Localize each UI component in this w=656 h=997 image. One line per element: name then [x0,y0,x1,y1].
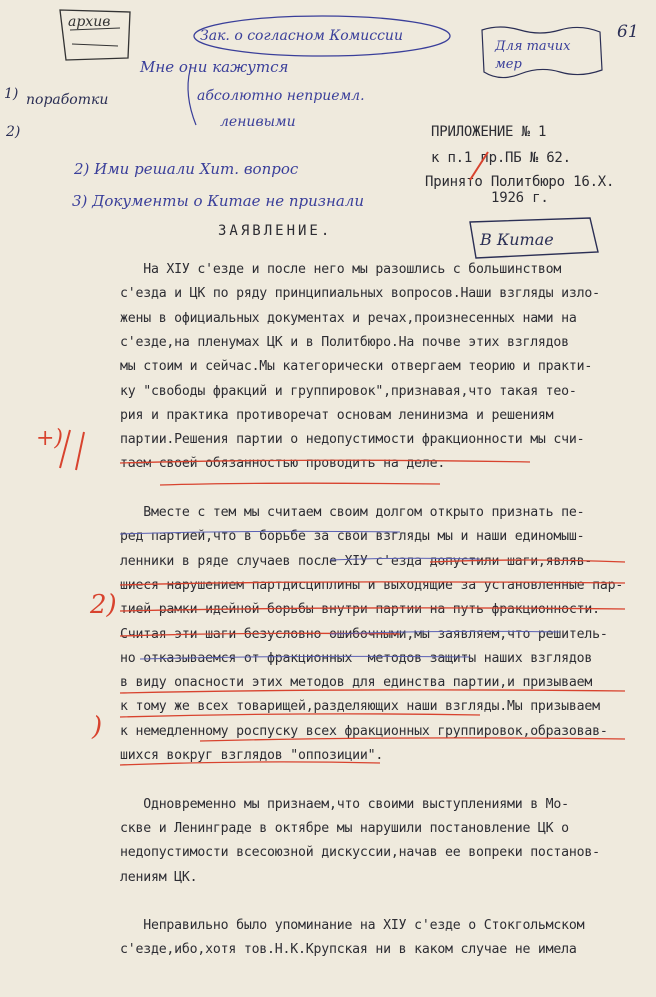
body-line: Одновременно мы признаем,что своими выступлениями в Мо- [120,797,569,812]
left-note-2: абсолютно неприемл. [197,88,365,104]
body-line: партии.Решения партии о недопустимости фракционности мы счи- [120,432,585,447]
left-note-1: Мне они кажутся [140,58,289,76]
body-line: с'езде,на пленумах ЦК и в Политбюро.На почве этих взглядов [120,335,569,350]
page-number: 61 [617,22,639,42]
header-line-1: ПРИЛОЖЕНИЕ № 1 [431,124,547,140]
body-line: лениям ЦК. [120,870,198,885]
red-mark-1: +) [36,426,64,451]
body-line: недопустимости всесоюзной дискуссии,начав ее вопреки постанов- [120,845,600,860]
body-line: ред партией,что в борьбе за свои взгляды мы и наши единомыш- [120,529,585,544]
top-right-note: Для тачих мер [495,39,571,72]
left-margin-word: поработки [26,92,109,108]
body-line: мы стоим и сейчас.Мы категорически отвергаем теорию и практи- [120,359,593,374]
body-line: скве и Ленинграде в октябре мы нарушили постановление ЦК о [120,821,569,836]
left-margin-number-1: 1) [4,86,19,102]
red-mark-3: ) [92,712,103,742]
body-line: жены в официальных документах и речах,произнесенных нами на [120,311,577,326]
body-line: к тому же всех товарищей,разделяющих наши взгляды.Мы призываем [120,699,600,714]
body-line: Вместе с тем мы считаем своим долгом открыто признать пе- [120,505,585,520]
left-note-3: ленивыми [220,114,296,130]
left-margin-number-2: 2) [6,124,21,140]
body-line: шиеся нарушением партдисциплины и выходящие за установленные пар- [120,578,624,593]
note-2: 2) Ими решали Хит. вопрос [74,160,299,178]
top-center-note: Зак. о согласном Комиссии [200,28,403,44]
document-title: ЗАЯВЛЕНИЕ. [218,223,333,239]
body-line: но отказываемся от фракционных методов защиты наших взглядов [120,651,593,666]
note-3: 3) Документы о Китае не признали [72,192,364,210]
body-line: На ХIУ с'езде и после него мы разошлись с большинством [120,262,562,277]
body-line: рия и практика противоречат основам ленинизма и решениям [120,408,554,423]
body-line: шихся вокруг взглядов "оппозиции". [120,748,384,763]
body-line: в виду опасности этих методов для единства партии,и призываем [120,675,593,690]
body-line: ку "свободы фракций и группировок",признавая,что такая тео- [120,384,577,399]
body-line: к немедленному роспуску всех фракционных группировок,образовав- [120,724,608,739]
body-line: с'езда и ЦК по ряду принципиальных вопросов.Наши взгляды изло- [120,286,600,301]
header-line-4: 1926 г. [491,190,549,206]
red-mark-2: 2) [90,590,117,620]
body-line: с'езде,ибо,хотя тов.Н.К.Крупская ни в каком случае не имела [120,942,577,957]
body-line: таем своей обязанностью проводить на деле. [120,456,446,471]
body-line: тией рамки идейной борьбы внутри партии на путь фракционности. [120,602,600,617]
body-line: Считая эти шаги безусловно ошибочными,мы заявляем,что решитель- [120,627,608,642]
boxed-note: В Китае [480,230,554,249]
body-line: Неправильно было упоминание на ХIУ с'езде о Стокгольмском [120,918,585,933]
header-line-3: Принято Политбюро 16.Х. [425,174,615,190]
body-line: ленники в ряде случаев после ХIУ с'езда допустили шаги,являв- [120,554,593,569]
archive-stamp-text: архив [68,14,111,30]
red-margin-lines [60,430,84,470]
header-line-2: к п.1 пр.ПБ № 62. [431,150,571,166]
